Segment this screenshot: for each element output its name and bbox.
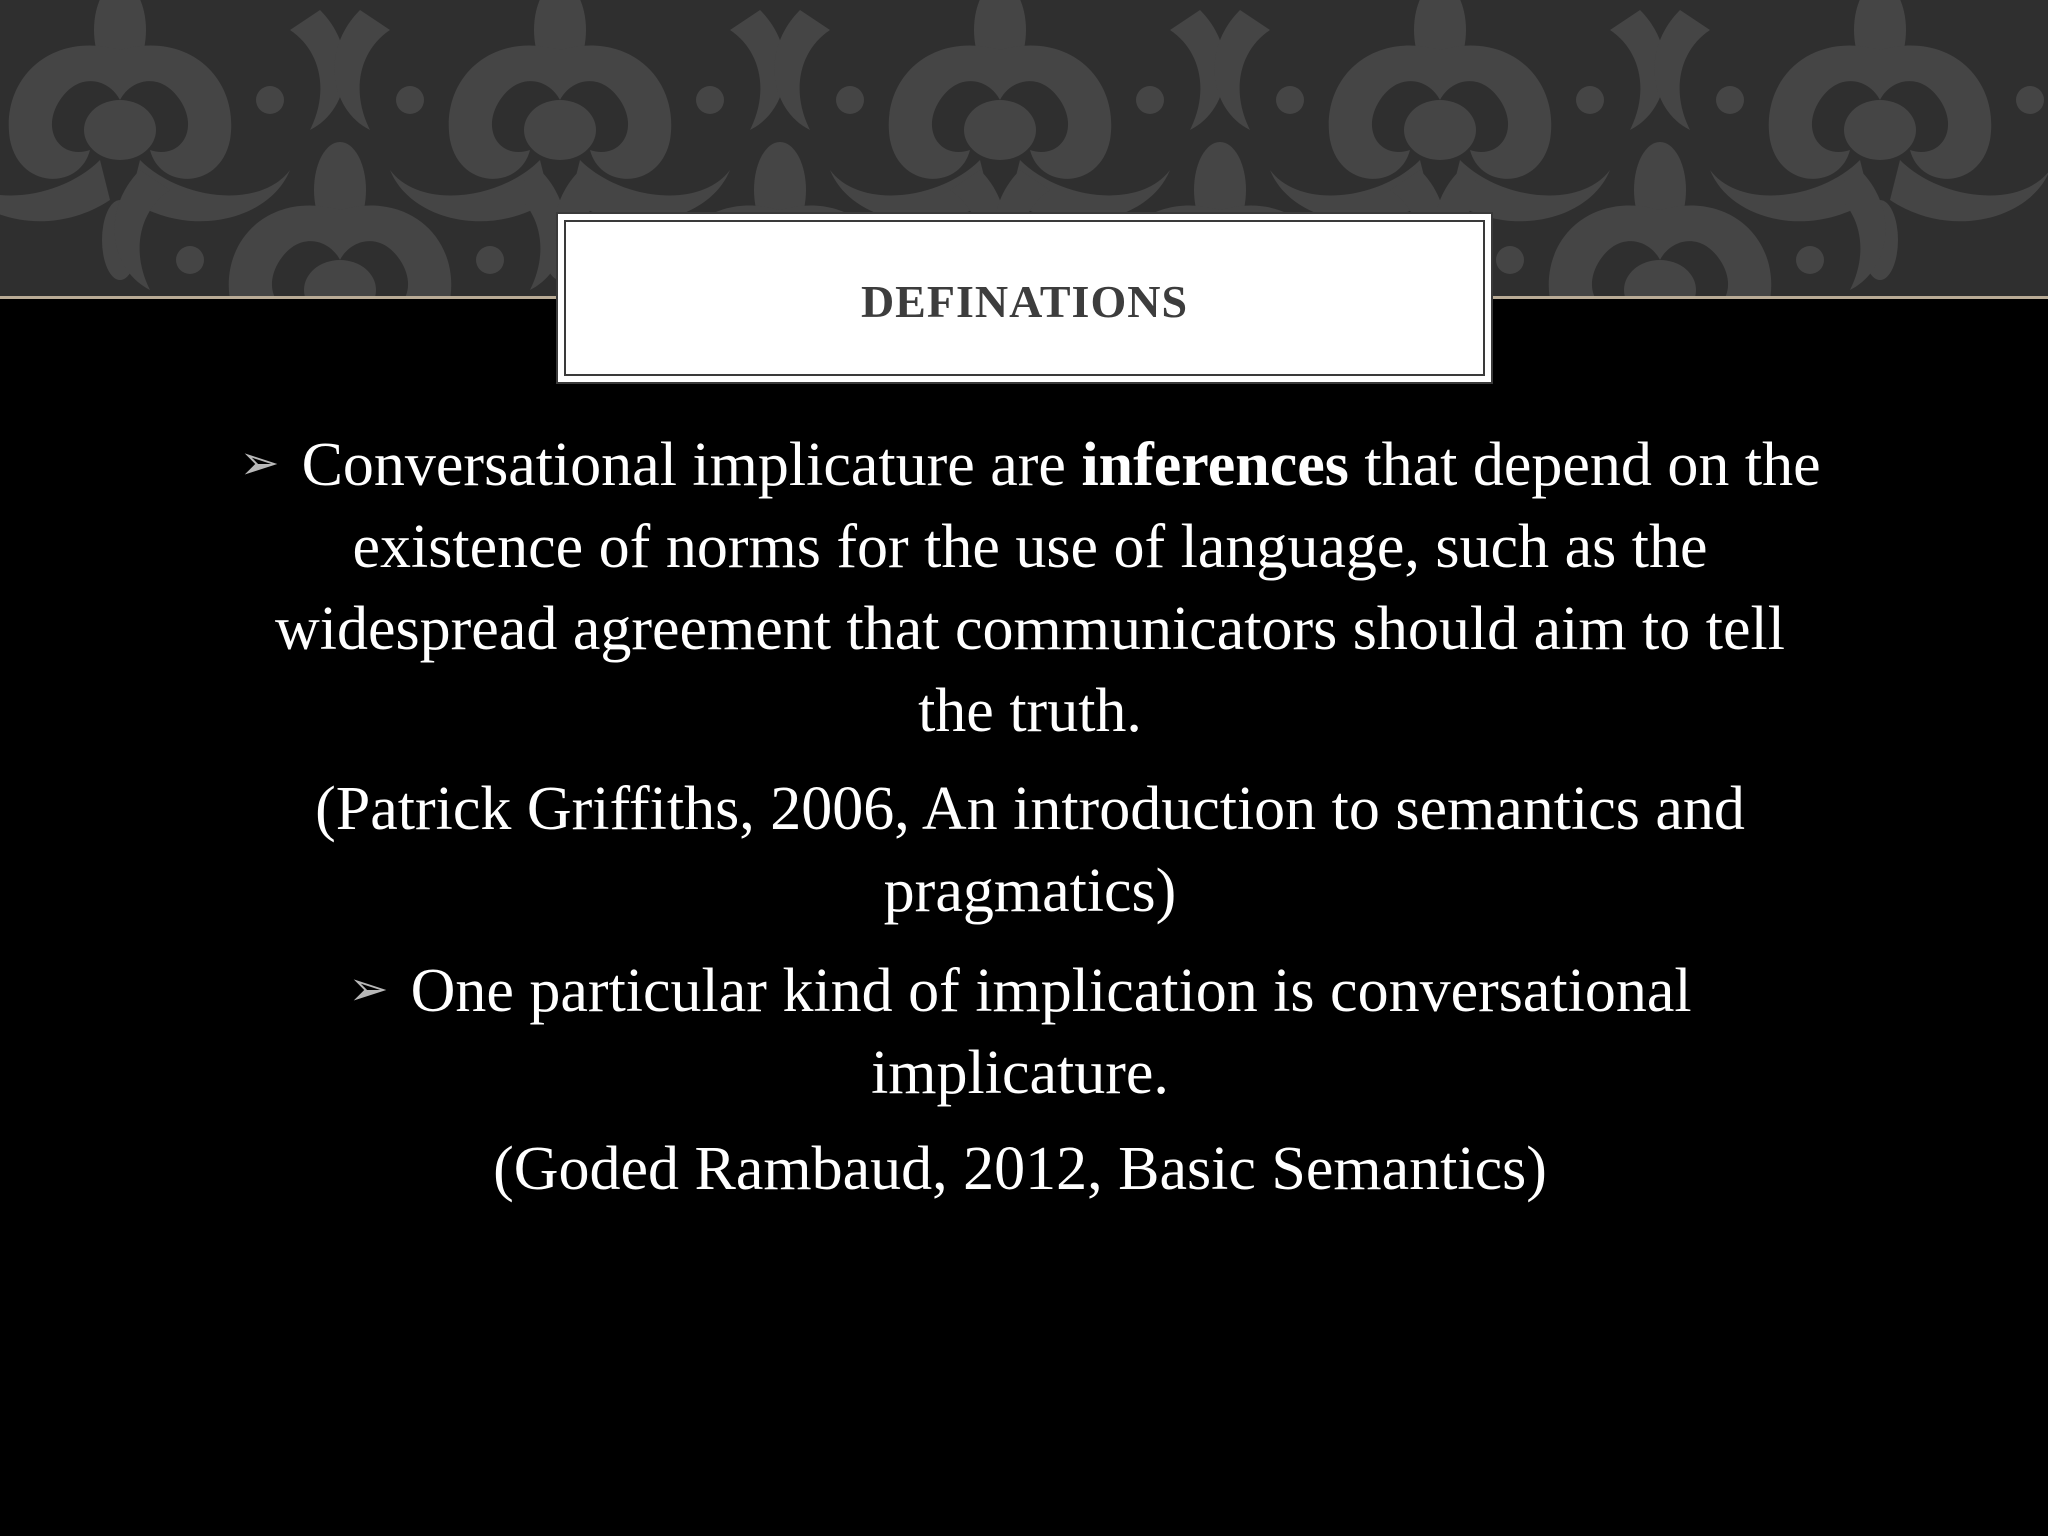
- bullet-2-text: One particular kind of implication is conversational: [410, 957, 1692, 1025]
- bullet-1-line-3: widespread agreement that communicators should aim to tell: [275, 595, 1785, 663]
- citation-2-line-1: (Goded Rambaud, 2012, Basic Semantics): [493, 1135, 1547, 1203]
- citation-2: [200, 1128, 1840, 1210]
- bullet-1-line-1: [140, 422, 1920, 506]
- bullet-1-line-4: the truth.: [918, 677, 1142, 745]
- bullet-paragraph-2: [260, 948, 1780, 1114]
- citation-1-line-2: pragmatics): [883, 857, 1177, 925]
- bullet-2-line-2: implicature.: [871, 1039, 1169, 1107]
- bullet-paragraph-1: [140, 422, 1920, 752]
- arrowhead-bullet-icon: ➢: [239, 435, 280, 491]
- citation-1-line-1: (Patrick Griffiths, 2006, An introduction to semantics and: [315, 775, 1745, 843]
- bullet-1-text-b: that depend on the: [1348, 431, 1821, 499]
- arrowhead-bullet-icon: ➢: [348, 961, 389, 1017]
- bullet-1-text-a: Conversational implicature are: [301, 431, 1082, 499]
- bullet-2-line-1: [260, 948, 1780, 1032]
- citation-1: [180, 768, 1880, 932]
- slide-title: DEFINATIONS: [860, 276, 1189, 327]
- bullet-1-bold-term: inferences: [1081, 431, 1349, 499]
- bullet-1-line-2: existence of norms for the use of language, such as the: [352, 513, 1708, 581]
- title-box: [556, 212, 1493, 384]
